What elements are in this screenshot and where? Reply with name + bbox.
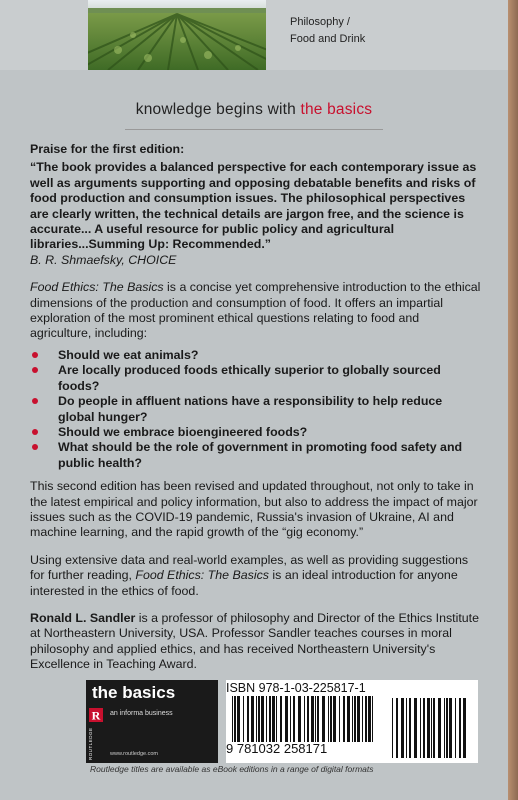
- question-list: [30, 348, 482, 471]
- publisher-name: ROUTLEDGE: [88, 727, 93, 760]
- intro-text: is a concise yet comprehensive introduction to the ethical dimensions of the production and consumption of food. It offers an impartial exploration of the most prominent ethical questions relating to food and agriculture, including:: [30, 280, 481, 341]
- list-item: [30, 440, 482, 471]
- author-name: Ronald L. Sandler: [30, 610, 136, 625]
- crop-field-photo: [88, 0, 266, 70]
- author-bio: [30, 611, 482, 673]
- usage-text-after: is an ideal introduction for anyone interested in the ethics of food.: [30, 568, 458, 598]
- isbn-number: ISBN 978-1-03-225817-1: [226, 681, 366, 695]
- review-quote: “The book provides a balanced perspective for each contemporary issue as well as arguments supporting and opposing debatable benefits and risks of food production and consumption issues. The philosophical perspectives are clearly written, the technical details are jargon free, and the science is accurate... A useful resource for public policy and agricultural libraries...Summing Up: Recommended.”: [30, 160, 477, 252]
- edition-note: This second edition has been revised and updated throughout, not only to take in the latest empirical and policy information, but also to address the impact of major issues such as the COVID-19 pandemic, Russia's invasion of Ukraine, AI and machine learning, and the rapid growth of the “gig economy.”: [30, 479, 478, 540]
- usage-text-before: Using extensive data and real-world examples, as well as providing suggestions for further reading,: [30, 552, 469, 583]
- list-item: [30, 363, 482, 394]
- barcode: [226, 680, 478, 763]
- series-logo-subtitle: an informa business: [110, 710, 173, 717]
- list-item-text: Are locally produced foods ethically superior to globally sourced foods?: [58, 363, 441, 393]
- author-bio-text: is a professor of philosophy and Director of the Ethics Institute at Northeastern University, USA. Professor Sandler teaches courses in moral philosophy and applied ethics, and has received Northeastern University's Excellence in Teaching Award.: [30, 610, 480, 672]
- list-item-text: Do people in affluent nations have a responsibility to help reduce global hunger?: [58, 394, 443, 424]
- barcode-digits: 9 781032 258171: [226, 741, 328, 756]
- bullet-icon: [32, 367, 38, 373]
- bullet-icon: [32, 352, 38, 358]
- ebook-footnote: Routledge titles are available as eBook editions in a range of digital formats: [90, 764, 374, 774]
- barcode-bars: [230, 696, 380, 744]
- addon-barcode-bars: [390, 698, 474, 760]
- usage-book-title: Food Ethics: The Basics: [135, 568, 269, 583]
- category-line-2: Food and Drink: [290, 33, 366, 45]
- divider: [125, 129, 383, 130]
- list-item: [30, 394, 482, 425]
- intro-paragraph: [30, 280, 482, 342]
- tagline-prefix: knowledge begins with: [135, 101, 301, 118]
- bullet-icon: [32, 429, 38, 435]
- list-item-text: Should we embrace bioengineered foods?: [58, 424, 308, 439]
- series-logo-title: the basics: [92, 683, 176, 702]
- list-item: [30, 348, 482, 363]
- spine-edge: [508, 0, 518, 800]
- series-logo: [86, 680, 218, 763]
- praise-heading: Praise for the first edition:: [30, 142, 185, 156]
- list-item-text: Should we eat animals?: [58, 347, 199, 362]
- usage-paragraph: [30, 553, 482, 599]
- publisher-block: [86, 680, 478, 763]
- category-label: [290, 14, 365, 48]
- review-attribution: B. R. Shmaefsky, CHOICE: [30, 252, 177, 267]
- bullet-icon: [32, 444, 38, 450]
- list-item-text: What should be the role of government in promoting food safety and public health?: [58, 440, 463, 470]
- category-line-1: Philosophy /: [290, 16, 350, 28]
- publisher-url: www.routledge.com: [110, 751, 158, 757]
- tagline-accent: the basics: [300, 101, 373, 118]
- intro-book-title: Food Ethics: The Basics: [30, 280, 164, 295]
- tagline: [0, 101, 508, 119]
- list-item: [30, 425, 482, 440]
- bullet-icon: [32, 398, 38, 404]
- svg-text:R: R: [91, 708, 101, 723]
- blurb: [30, 142, 482, 685]
